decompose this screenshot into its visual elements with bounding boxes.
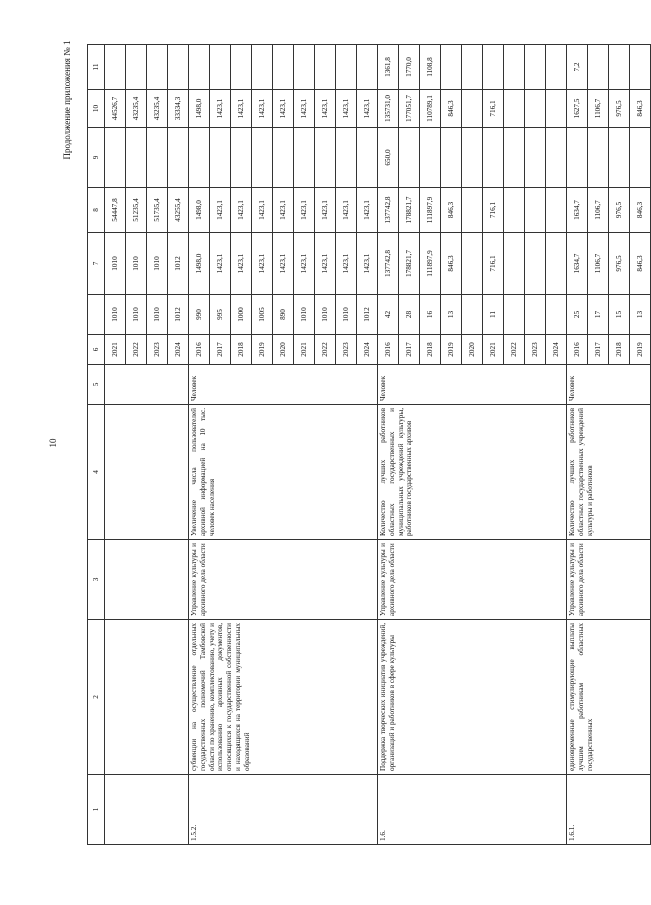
value-cell — [273, 45, 294, 90]
value-cell — [504, 128, 525, 188]
value-cell: 1423,1 — [294, 90, 315, 128]
value-cell: 1010 — [105, 233, 126, 295]
value-cell: 1423,1 — [357, 233, 378, 295]
value-cell: 135731,0 — [378, 90, 399, 128]
value-cell: 990 — [189, 295, 210, 335]
value-cell — [588, 45, 609, 90]
value-cell: 1010 — [105, 295, 126, 335]
executor: Управление культуры и архивного дела области — [189, 540, 378, 620]
year-cell: 2018 — [231, 335, 252, 365]
value-cell: 1423,1 — [336, 188, 357, 233]
value-cell: 1423,1 — [294, 233, 315, 295]
column-header: 9 — [88, 128, 105, 188]
value-cell: 137742,8 — [378, 233, 399, 295]
value-cell — [588, 128, 609, 188]
value-cell — [504, 45, 525, 90]
value-cell — [336, 45, 357, 90]
empty-cell — [105, 405, 189, 540]
value-cell: 1423,1 — [315, 188, 336, 233]
activity-name: субвенции на осуществление отдельных государственных полномочий Тамбовской области по хранению, комплектованию, учету и использованию архивных документов, относящихся к государственной собственности и находящихся на территории муниципальных образований — [189, 620, 378, 775]
year-cell: 2021 — [483, 335, 504, 365]
value-cell: 17 — [588, 295, 609, 335]
year-cell: 2016 — [567, 335, 588, 365]
value-cell — [462, 188, 483, 233]
value-cell: 1423,1 — [357, 90, 378, 128]
empty-cell — [105, 620, 189, 775]
value-cell — [525, 188, 546, 233]
value-cell: 25 — [567, 295, 588, 335]
year-cell: 2016 — [378, 335, 399, 365]
value-cell: 846,3 — [630, 90, 651, 128]
value-cell: 13 — [441, 295, 462, 335]
year-cell: 2019 — [630, 335, 651, 365]
year-cell: 2018 — [609, 335, 630, 365]
value-cell: 7,2 — [567, 45, 588, 90]
column-header — [88, 295, 105, 335]
value-cell: 44526,7 — [105, 90, 126, 128]
indicator: Количество лучших работников областных государственных учреждений культуры и работников — [567, 405, 651, 540]
value-cell: 1012 — [357, 295, 378, 335]
value-cell: 178821,7 — [399, 233, 420, 295]
value-cell — [168, 45, 189, 90]
value-cell: 1423,1 — [357, 188, 378, 233]
value-cell: 716,1 — [483, 188, 504, 233]
column-header: 6 — [88, 335, 105, 365]
column-number-row — [88, 45, 105, 845]
value-cell — [147, 128, 168, 188]
value-cell — [231, 45, 252, 90]
value-cell: 716,1 — [483, 233, 504, 295]
value-cell: 846,3 — [441, 90, 462, 128]
value-cell: 43255,4 — [168, 188, 189, 233]
value-cell — [336, 128, 357, 188]
value-cell — [273, 128, 294, 188]
year-cell: 2024 — [357, 335, 378, 365]
indicator: Увеличение числа пользователей архивной информацией на 10 тыс. человек населения — [189, 405, 378, 540]
column-header: 7 — [88, 233, 105, 295]
value-cell: 1423,1 — [273, 233, 294, 295]
value-cell: 16 — [420, 295, 441, 335]
value-cell — [315, 128, 336, 188]
value-cell — [441, 45, 462, 90]
value-cell: 1010 — [315, 295, 336, 335]
column-header: 8 — [88, 188, 105, 233]
year-cell: 2020 — [273, 335, 294, 365]
value-cell: 110789,1 — [420, 90, 441, 128]
value-cell — [126, 128, 147, 188]
value-cell — [609, 128, 630, 188]
indicator: Количество лучших работников областных государственных и муниципальных учреждений культуры, работников государственных архивов — [378, 405, 567, 540]
unit: Человек — [567, 365, 651, 405]
rotated-table-wrapper — [87, 45, 644, 845]
row-number: 1.6. — [378, 775, 567, 845]
value-cell: 178821,7 — [399, 188, 420, 233]
value-cell — [525, 90, 546, 128]
value-cell — [609, 45, 630, 90]
value-cell: 15 — [609, 295, 630, 335]
value-cell — [147, 45, 168, 90]
value-cell: 1423,1 — [231, 188, 252, 233]
value-cell — [504, 90, 525, 128]
value-cell — [525, 128, 546, 188]
unit: Человек — [189, 365, 378, 405]
activity-name: Поддержка творческих инициатив учреждений, организаций и работников в сфере культуры — [378, 620, 567, 775]
value-cell: 1010 — [147, 233, 168, 295]
table-body — [105, 45, 651, 845]
value-cell: 1361,8 — [378, 45, 399, 90]
value-cell: 976,5 — [609, 188, 630, 233]
value-cell: 1423,1 — [210, 188, 231, 233]
year-cell: 2023 — [147, 335, 168, 365]
value-cell: 1010 — [126, 295, 147, 335]
value-cell: 1627,5 — [567, 90, 588, 128]
value-cell — [441, 128, 462, 188]
value-cell — [420, 128, 441, 188]
page-number: 10 — [48, 438, 58, 448]
value-cell: 995 — [210, 295, 231, 335]
value-cell — [462, 295, 483, 335]
unit: Человек — [378, 365, 567, 405]
year-cell: 2017 — [399, 335, 420, 365]
value-cell — [546, 90, 567, 128]
value-cell — [462, 90, 483, 128]
value-cell — [105, 45, 126, 90]
year-cell: 2016 — [189, 335, 210, 365]
value-cell: 1423,1 — [336, 233, 357, 295]
value-cell: 1423,1 — [315, 233, 336, 295]
value-cell: 1010 — [294, 295, 315, 335]
row-number: 1.6.1. — [567, 775, 651, 845]
value-cell: 1106,7 — [588, 188, 609, 233]
value-cell: 1634,7 — [567, 233, 588, 295]
year-cell: 2022 — [126, 335, 147, 365]
value-cell — [126, 45, 147, 90]
value-cell — [252, 45, 273, 90]
value-cell — [210, 45, 231, 90]
year-cell: 2019 — [441, 335, 462, 365]
value-cell — [462, 128, 483, 188]
value-cell — [189, 45, 210, 90]
value-cell — [189, 128, 210, 188]
value-cell: 1423,1 — [273, 188, 294, 233]
value-cell — [357, 128, 378, 188]
value-cell — [546, 45, 567, 90]
value-cell — [546, 188, 567, 233]
value-cell: 1423,1 — [252, 233, 273, 295]
year-cell: 2018 — [420, 335, 441, 365]
value-cell: 137742,8 — [378, 188, 399, 233]
value-cell — [462, 45, 483, 90]
year-cell: 2021 — [105, 335, 126, 365]
value-cell: 1634,7 — [567, 188, 588, 233]
table-row — [189, 45, 210, 845]
table-row — [567, 45, 588, 845]
value-cell — [630, 45, 651, 90]
value-cell — [399, 128, 420, 188]
value-cell: 1012 — [168, 295, 189, 335]
value-cell: 846,3 — [630, 188, 651, 233]
value-cell: 1010 — [126, 233, 147, 295]
value-cell: 1498,0 — [189, 188, 210, 233]
value-cell: 716,1 — [483, 90, 504, 128]
column-header: 11 — [88, 45, 105, 90]
column-header: 1 — [88, 775, 105, 845]
year-cell: 2017 — [210, 335, 231, 365]
value-cell: 846,3 — [630, 233, 651, 295]
executor: Управление культуры и архивного дела области — [378, 540, 567, 620]
value-cell: 890 — [273, 295, 294, 335]
value-cell: 43235,4 — [147, 90, 168, 128]
year-cell: 2022 — [504, 335, 525, 365]
table-row — [378, 45, 399, 845]
value-cell: 846,3 — [441, 188, 462, 233]
value-cell: 1423,1 — [273, 90, 294, 128]
value-cell: 33334,3 — [168, 90, 189, 128]
value-cell — [294, 128, 315, 188]
value-cell — [168, 128, 189, 188]
year-cell: 2020 — [462, 335, 483, 365]
value-cell — [546, 233, 567, 295]
value-cell: 650,0 — [378, 128, 399, 188]
value-cell — [504, 188, 525, 233]
value-cell: 1423,1 — [231, 233, 252, 295]
value-cell: 1106,7 — [588, 90, 609, 128]
column-header: 5 — [88, 365, 105, 405]
value-cell — [525, 233, 546, 295]
value-cell: 28 — [399, 295, 420, 335]
value-cell: 976,5 — [609, 90, 630, 128]
value-cell: 51735,4 — [147, 188, 168, 233]
activity-name: единовременные стимулирующие выплаты лучшим работникам областных государственных — [567, 620, 651, 775]
table-row — [105, 45, 126, 845]
value-cell: 1108,8 — [420, 45, 441, 90]
value-cell — [231, 128, 252, 188]
value-cell: 42 — [378, 295, 399, 335]
value-cell — [483, 128, 504, 188]
value-cell: 1423,1 — [231, 90, 252, 128]
year-cell: 2023 — [525, 335, 546, 365]
program-table — [87, 44, 651, 845]
value-cell — [525, 45, 546, 90]
value-cell — [504, 233, 525, 295]
value-cell: 1010 — [336, 295, 357, 335]
value-cell: 1010 — [147, 295, 168, 335]
year-cell: 2017 — [588, 335, 609, 365]
year-cell: 2019 — [252, 335, 273, 365]
value-cell: 111897,9 — [420, 188, 441, 233]
value-cell — [294, 45, 315, 90]
value-cell — [504, 295, 525, 335]
value-cell: 1423,1 — [336, 90, 357, 128]
column-header: 3 — [88, 540, 105, 620]
value-cell — [546, 295, 567, 335]
value-cell — [315, 45, 336, 90]
value-cell: 1005 — [252, 295, 273, 335]
value-cell — [630, 128, 651, 188]
value-cell — [567, 128, 588, 188]
value-cell: 1423,1 — [294, 188, 315, 233]
year-cell: 2024 — [546, 335, 567, 365]
value-cell: 13 — [630, 295, 651, 335]
year-cell: 2021 — [294, 335, 315, 365]
value-cell: 1000 — [231, 295, 252, 335]
value-cell: 1423,1 — [210, 90, 231, 128]
value-cell — [525, 295, 546, 335]
value-cell: 1498,0 — [189, 233, 210, 295]
value-cell: 1423,1 — [252, 188, 273, 233]
value-cell: 1012 — [168, 233, 189, 295]
value-cell — [357, 45, 378, 90]
value-cell — [483, 45, 504, 90]
column-header: 10 — [88, 90, 105, 128]
value-cell — [252, 128, 273, 188]
appendix-caption: Продолжение приложения № 1 — [62, 40, 72, 160]
value-cell: 177051,7 — [399, 90, 420, 128]
value-cell: 111897,9 — [420, 233, 441, 295]
year-cell: 2024 — [168, 335, 189, 365]
value-cell — [546, 128, 567, 188]
value-cell: 1423,1 — [252, 90, 273, 128]
value-cell: 1498,0 — [189, 90, 210, 128]
year-cell: 2022 — [315, 335, 336, 365]
row-number: 1.5.2. — [189, 775, 378, 845]
value-cell: 11 — [483, 295, 504, 335]
executor: Управление культуры и архивного дела области — [567, 540, 651, 620]
value-cell: 51235,4 — [126, 188, 147, 233]
value-cell — [462, 233, 483, 295]
empty-cell — [105, 775, 189, 845]
value-cell: 1423,1 — [315, 90, 336, 128]
value-cell: 846,3 — [441, 233, 462, 295]
value-cell: 43235,4 — [126, 90, 147, 128]
value-cell — [105, 128, 126, 188]
value-cell: 976,5 — [609, 233, 630, 295]
empty-cell — [105, 540, 189, 620]
value-cell: 54447,8 — [105, 188, 126, 233]
column-header: 4 — [88, 405, 105, 540]
value-cell: 1770,0 — [399, 45, 420, 90]
value-cell — [210, 128, 231, 188]
column-header: 2 — [88, 620, 105, 775]
year-cell: 2023 — [336, 335, 357, 365]
empty-cell — [105, 365, 189, 405]
value-cell: 1423,1 — [210, 233, 231, 295]
value-cell: 1106,7 — [588, 233, 609, 295]
